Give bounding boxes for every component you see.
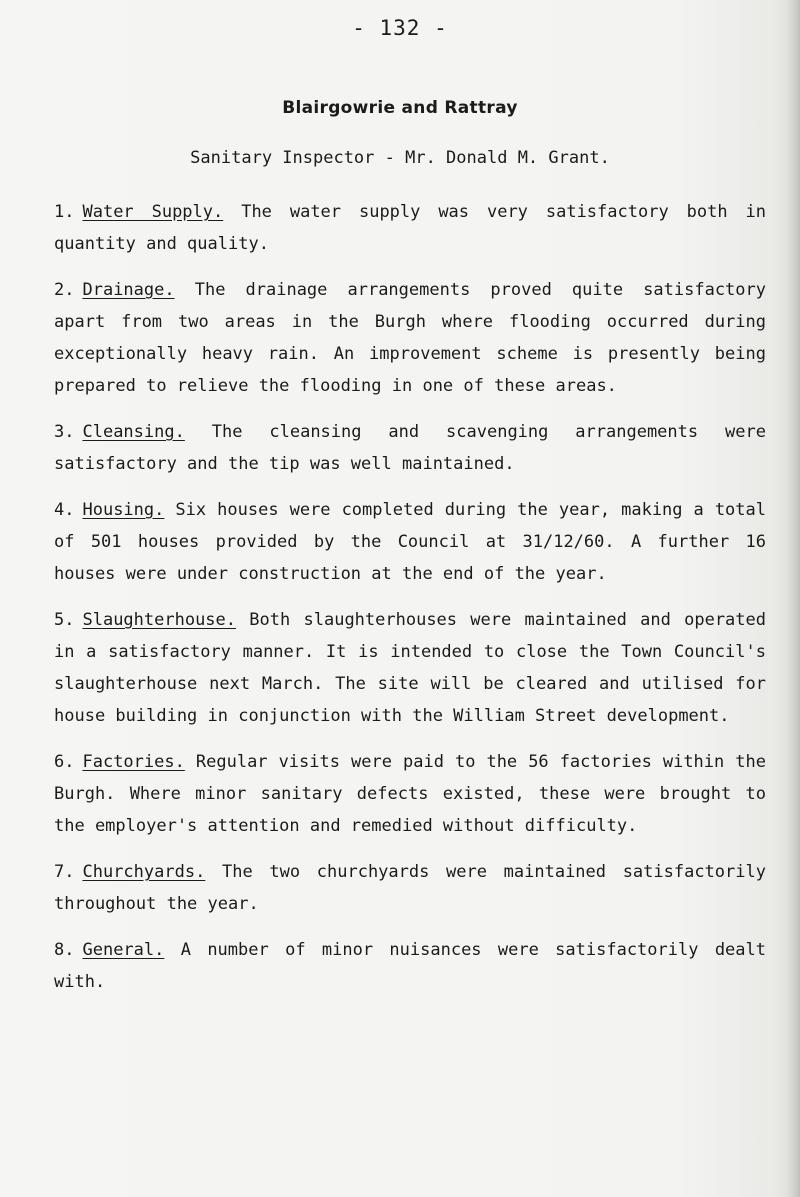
report-heading: Blairgowrie and Rattray	[282, 98, 518, 118]
section-text: The cleansing and scavenging arrangements were satisfactory and the tip was well maintained.	[54, 422, 766, 474]
section-number: 5.	[54, 610, 75, 630]
section-factories	[54, 746, 766, 842]
section-text: The two churchyards were maintained satisfactorily throughout the year.	[54, 862, 766, 914]
section-title: Factories.	[82, 752, 185, 772]
section-title: Housing.	[82, 500, 165, 520]
page-edge-shadow	[786, 0, 800, 1197]
section-number: 7.	[54, 862, 75, 882]
section-title: Churchyards.	[82, 862, 206, 882]
section-number: 1.	[54, 202, 75, 222]
inspector-line: Sanitary Inspector - Mr. Donald M. Grant.	[190, 148, 610, 168]
section-general	[54, 934, 766, 998]
section-number: 2.	[54, 280, 75, 300]
section-title: General.	[82, 940, 165, 960]
section-title: Water Supply.	[82, 202, 224, 222]
section-number: 4.	[54, 500, 75, 520]
section-number: 6.	[54, 752, 75, 772]
section-text: A number of minor nuisances were satisfactorily dealt with.	[54, 940, 766, 992]
section-title: Drainage.	[82, 280, 175, 300]
section-text: Six houses were completed during the year, making a total of 501 houses provided by the Council at 31/12/60. A further 16 houses were under construction at the end of the year.	[54, 500, 766, 584]
section-churchyards	[54, 856, 766, 920]
section-text: Both slaughterhouses were maintained and operated in a satisfactory manner. It is intended to close the Town Council's slaughterhouse next March. The site will be cleared and utilised for house building in conjunction with the William Street development.	[54, 610, 766, 726]
page-number: - 132 -	[352, 16, 448, 40]
section-title: Slaughterhouse.	[82, 610, 237, 630]
section-text: The drainage arrangements proved quite satisfactory apart from two areas in the Burgh where flooding occurred during exceptionally heavy rain. An improvement scheme is presently being prepared to relieve the flooding in one of these areas.	[54, 280, 766, 396]
section-text: The water supply was very satisfactory both in quantity and quality.	[54, 202, 766, 254]
section-slaughterhouse	[54, 604, 766, 732]
section-title: Cleansing.	[82, 422, 185, 442]
section-text: Regular visits were paid to the 56 factories within the Burgh. Where minor sanitary defects existed, these were brought to the employer's attention and remedied without difficulty.	[54, 752, 766, 836]
report-body	[54, 196, 766, 1012]
section-housing	[54, 494, 766, 590]
section-cleansing	[54, 416, 766, 480]
section-drainage	[54, 274, 766, 402]
section-water-supply	[54, 196, 766, 260]
section-number: 3.	[54, 422, 75, 442]
section-number: 8.	[54, 940, 75, 960]
